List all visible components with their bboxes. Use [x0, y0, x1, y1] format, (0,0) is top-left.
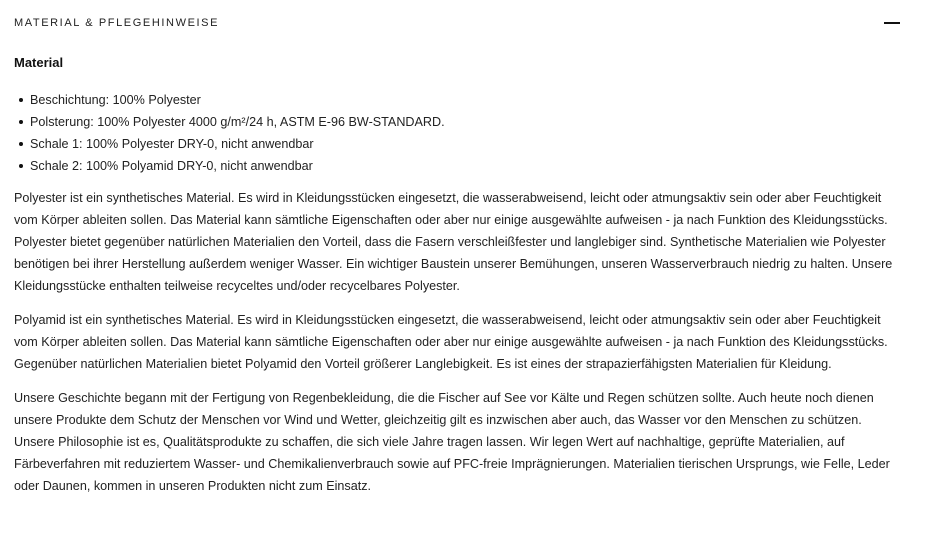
list-item-text: Beschichtung: 100% Polyester	[30, 93, 201, 107]
brand-story-paragraph: Unsere Geschichte begann mit der Fertigung von Regenbekleidung, die die Fischer auf See vor Kälte und Regen schützen sollte. Auch heute noch dienen unsere Produkte dem Schutz der Menschen vor Wind und Wetter, gleichzeitig gilt es inzwischen aber auch, das Wasser vor den Menschen zu schützen. Unsere Philosophie ist es, Qualitätsprodukte zu schaffen, die sich viele Jahre tragen lassen. Wir legen Wert auf nachhaltige, geprüfte Materialien, auf Färbeverfahren mit reduziertem Wasser- und Chemikalienverbrauch sowie auf PFC-freie Imprägnierungen. Materialien tierischen Ursprungs, wie Felle, Leder oder Daunen, kommen in unseren Produkten nicht zum Einsatz.	[14, 391, 890, 493]
bullet-icon	[19, 120, 23, 124]
list-item	[14, 111, 904, 133]
accordion-title: MATERIAL & PFLEGEHINWEISE	[14, 17, 220, 29]
accordion-content	[14, 46, 904, 497]
minus-icon-bar	[884, 22, 900, 24]
bullet-icon	[19, 142, 23, 146]
list-item	[14, 155, 904, 177]
list-item-text: Schale 2: 100% Polyamid DRY-0, nicht anwendbar	[30, 159, 313, 173]
material-care-accordion	[14, 0, 904, 509]
polyamid-description: Polyamid ist ein synthetisches Material. Es wird in Kleidungsstücken eingesetzt, die wasserabweisend, leicht oder atmungsaktiv sein oder aber Feuchtigkeit vom Körper ableiten sollen. Das Material kann sämtliche Eigenschaften oder aber nur einige ausgewählte aufweisen - ja nach Funktion des Kleidungsstücks. Gegenüber natürlichen Materialien bietet Polyamid den Vorteil größerer Langlebigkeit. Es ist eines der strapazierfähigsten Materialien für Kleidung.	[14, 313, 888, 371]
material-list	[14, 89, 904, 177]
minus-icon[interactable]	[878, 12, 900, 34]
accordion-header[interactable]	[14, 0, 904, 46]
polyester-description: Polyester ist ein synthetisches Material. Es wird in Kleidungsstücken eingesetzt, die wasserabweisend, leicht oder atmungsaktiv sein oder aber Feuchtigkeit vom Körper ableiten sollen. Das Material kann sämtliche Eigenschaften oder aber nur einige ausgewählte aufweisen - ja nach Funktion des Kleidungsstücks. Polyester bietet gegenüber natürlichen Materialien den Vorteil, dass die Fasern verschleißfester und langlebiger sind. Synthetische Materialien wie Polyester benötigen bei ihrer Herstellung außerdem weniger Wasser. Ein wichtiger Baustein unserer Bemühungen, unseren Wasserverbrauch niedrig zu halten. Unsere Kleidungsstücke enthalten teilweise recyceltes und/oder recycelbares Polyester.	[14, 191, 893, 293]
list-item-text: Polsterung: 100% Polyester 4000 g/m²/24 h, ASTM E-96 BW-STANDARD.	[30, 115, 445, 129]
bullet-icon	[19, 164, 23, 168]
list-item	[14, 133, 904, 155]
list-item	[14, 89, 904, 111]
material-heading: Material	[14, 55, 64, 70]
list-item-text: Schale 1: 100% Polyester DRY-0, nicht anwendbar	[30, 137, 314, 151]
bullet-icon	[19, 98, 23, 102]
